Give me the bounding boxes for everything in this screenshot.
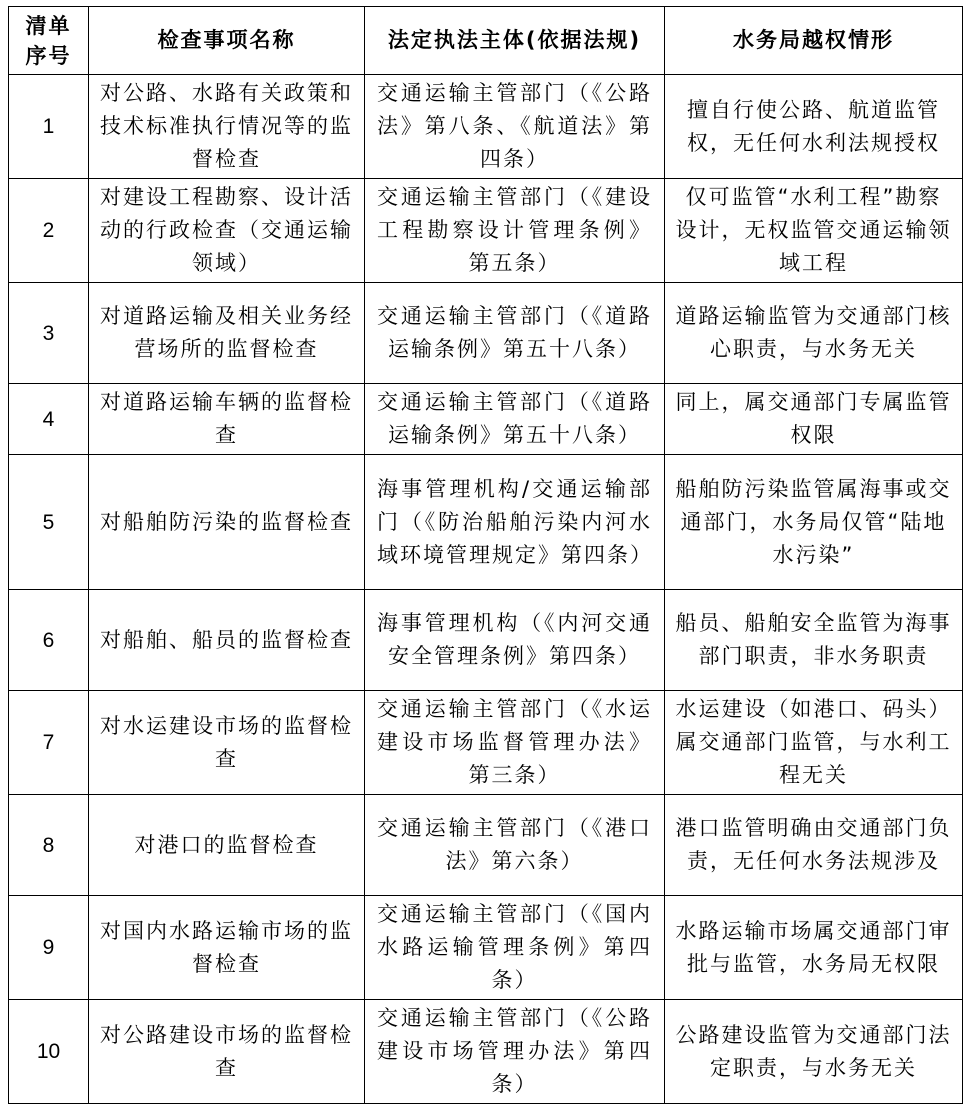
table-header-row bbox=[9, 7, 963, 75]
row-overreach: 水路运输市场属交通部门审批与监管，水务局无权限 bbox=[665, 896, 963, 1000]
row-no: 5 bbox=[9, 455, 89, 590]
table-row bbox=[9, 179, 963, 283]
header-subject: 法定执法主体(依据法规) bbox=[365, 7, 665, 75]
row-item: 对国内水路运输市场的监督检查 bbox=[89, 896, 365, 1000]
row-no: 10 bbox=[9, 1000, 89, 1104]
row-item: 对道路运输车辆的监督检查 bbox=[89, 384, 365, 455]
row-subject: 交通运输主管部门（《道路运输条例》第五十八条） bbox=[365, 283, 665, 384]
table-row bbox=[9, 896, 963, 1000]
table-row bbox=[9, 384, 963, 455]
row-overreach: 港口监管明确由交通部门负责，无任何水务法规涉及 bbox=[665, 795, 963, 896]
row-overreach: 仅可监管“水利工程”勘察设计，无权监管交通运输领域工程 bbox=[665, 179, 963, 283]
row-subject: 交通运输主管部门（《道路运输条例》第五十八条） bbox=[365, 384, 665, 455]
table-row bbox=[9, 283, 963, 384]
row-subject: 交通运输主管部门（《建设工程勘察设计管理条例》第五条） bbox=[365, 179, 665, 283]
row-item: 对公路、水路有关政策和技术标准执行情况等的监督检查 bbox=[89, 75, 365, 179]
row-overreach: 船舶防污染监管属海事或交通部门，水务局仅管“陆地水污染” bbox=[665, 455, 963, 590]
table-row bbox=[9, 1000, 963, 1104]
inspection-table bbox=[8, 6, 963, 1104]
row-subject: 交通运输主管部门（《水运建设市场监督管理办法》第三条） bbox=[365, 691, 665, 795]
row-overreach: 道路运输监管为交通部门核心职责，与水务无关 bbox=[665, 283, 963, 384]
row-subject: 交通运输主管部门（《港口法》第六条） bbox=[365, 795, 665, 896]
row-no: 6 bbox=[9, 590, 89, 691]
row-no: 3 bbox=[9, 283, 89, 384]
row-no: 7 bbox=[9, 691, 89, 795]
row-overreach: 水运建设（如港口、码头）属交通部门监管，与水利工程无关 bbox=[665, 691, 963, 795]
row-item: 对公路建设市场的监督检查 bbox=[89, 1000, 365, 1104]
table-row bbox=[9, 455, 963, 590]
row-subject: 海事管理机构/交通运输部门（《防治船舶污染内河水域环境管理规定》第四条） bbox=[365, 455, 665, 590]
row-no: 1 bbox=[9, 75, 89, 179]
row-no: 4 bbox=[9, 384, 89, 455]
table-row bbox=[9, 75, 963, 179]
row-item: 对水运建设市场的监督检查 bbox=[89, 691, 365, 795]
row-item: 对船舶、船员的监督检查 bbox=[89, 590, 365, 691]
table-row bbox=[9, 590, 963, 691]
row-item: 对船舶防污染的监督检查 bbox=[89, 455, 365, 590]
row-subject: 交通运输主管部门（《国内水路运输管理条例》第四条） bbox=[365, 896, 665, 1000]
row-overreach: 船员、船舶安全监管为海事部门职责，非水务职责 bbox=[665, 590, 963, 691]
row-item: 对道路运输及相关业务经营场所的监督检查 bbox=[89, 283, 365, 384]
row-subject: 海事管理机构（《内河交通安全管理条例》第四条） bbox=[365, 590, 665, 691]
header-overreach: 水务局越权情形 bbox=[665, 7, 963, 75]
row-item: 对港口的监督检查 bbox=[89, 795, 365, 896]
table-row bbox=[9, 691, 963, 795]
row-no: 8 bbox=[9, 795, 89, 896]
row-no: 2 bbox=[9, 179, 89, 283]
row-subject: 交通运输主管部门（《公路法》第八条、《航道法》第四条） bbox=[365, 75, 665, 179]
row-overreach: 擅自行使公路、航道监管权，无任何水利法规授权 bbox=[665, 75, 963, 179]
row-overreach: 同上，属交通部门专属监管权限 bbox=[665, 384, 963, 455]
header-item: 检查事项名称 bbox=[89, 7, 365, 75]
row-overreach: 公路建设监管为交通部门法定职责，与水务无关 bbox=[665, 1000, 963, 1104]
table-row bbox=[9, 795, 963, 896]
row-item: 对建设工程勘察、设计活动的行政检查（交通运输领域） bbox=[89, 179, 365, 283]
row-subject: 交通运输主管部门（《公路建设市场管理办法》第四条） bbox=[365, 1000, 665, 1104]
row-no: 9 bbox=[9, 896, 89, 1000]
header-no: 清单 序号 bbox=[9, 7, 89, 75]
